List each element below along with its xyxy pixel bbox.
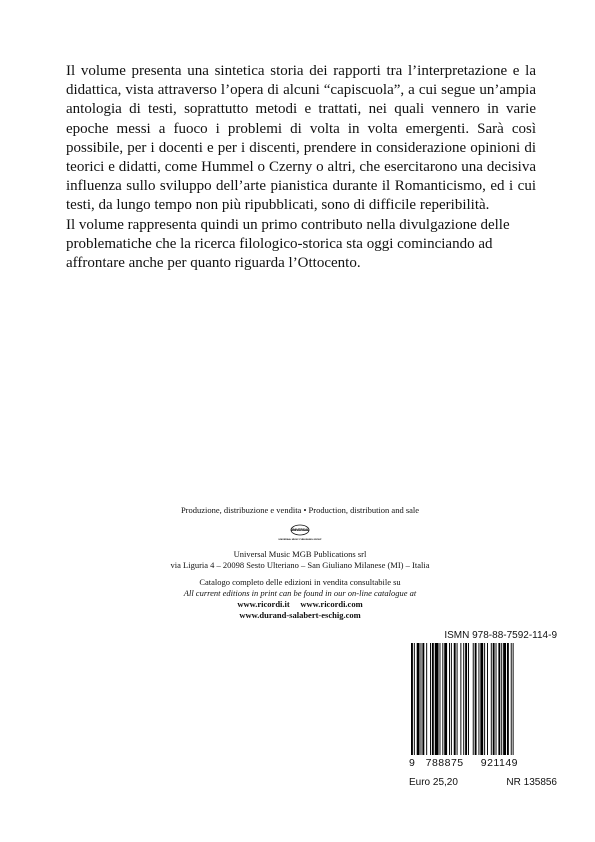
- description-text: [66, 62, 536, 273]
- price-row: [409, 777, 557, 788]
- logo-subtext: UNIVERSAL MUSIC PUBLISHING GROUP: [278, 539, 322, 541]
- website-durand: www.durand-salabert-eschig.com: [239, 610, 361, 620]
- ismn-number: ISMN 978-88-7592-114-9: [444, 630, 557, 641]
- barcode-digits: [409, 757, 557, 769]
- barcode-digits-group-1: 788875: [425, 757, 464, 769]
- websites-ricordi: www.ricordi.it www.ricordi.com: [237, 599, 363, 609]
- price: Euro 25,20: [409, 777, 458, 788]
- barcode-digit-first: 9: [409, 757, 416, 769]
- publisher-name: Universal Music MGB Publications srl: [233, 549, 367, 559]
- description-paragraph-1: Il volume presenta una sintetica storia dei rapporti tra l’interpretazione e la didattica, vista attraverso l’opera di alcuni “capiscuola”, a cui segue un’ampia antologia di testi, soprattutto metodi e trattati, nei quali vennero in varie epoche messi a fuoco i problemi di volta in volta emergenti. Sarà così possibile, per i docenti e per i discenti, prendere in considerazione opinioni di teorici e didatti, come Hummel o Czerny o altri, che esercitarono una decisiva influenza sullo sviluppo dell’arte pianistica durante il Romanticismo, ed i cui testi, da lungo tempo non più ripubblicati, sono di difficile reperibilità.: [66, 63, 536, 214]
- colophon: [150, 505, 450, 621]
- catalogue-number: NR 135856: [506, 777, 557, 788]
- barcode-digits-group-2: 921149: [480, 757, 519, 769]
- universal-logo-icon: [270, 518, 330, 548]
- barcode-image: [409, 643, 557, 755]
- description-paragraph-2: Il volume rappresenta quindi un primo contributo nella divulgazione delle problematiche che la ricerca filologico-storica sta oggi cominciando ad affrontare anche per quanto riguarda l’Ottocento.: [66, 216, 510, 272]
- logo-text: UNIVERSAL: [290, 527, 310, 532]
- colophon-heading: Produzione, distribuzione e vendita • Production, distribution and sale: [180, 505, 420, 515]
- publisher-address: via Liguria 4 – 20098 Sesto Ulteriano – San Giuliano Milanese (MI) – Italia: [170, 560, 430, 570]
- catalogue-note-en: All current editions in print can be found in our on-line catalogue at: [183, 588, 417, 598]
- barcode-block: [409, 630, 557, 788]
- catalogue-note-it: Catalogo completo delle edizioni in vendita consultabile su: [199, 577, 401, 587]
